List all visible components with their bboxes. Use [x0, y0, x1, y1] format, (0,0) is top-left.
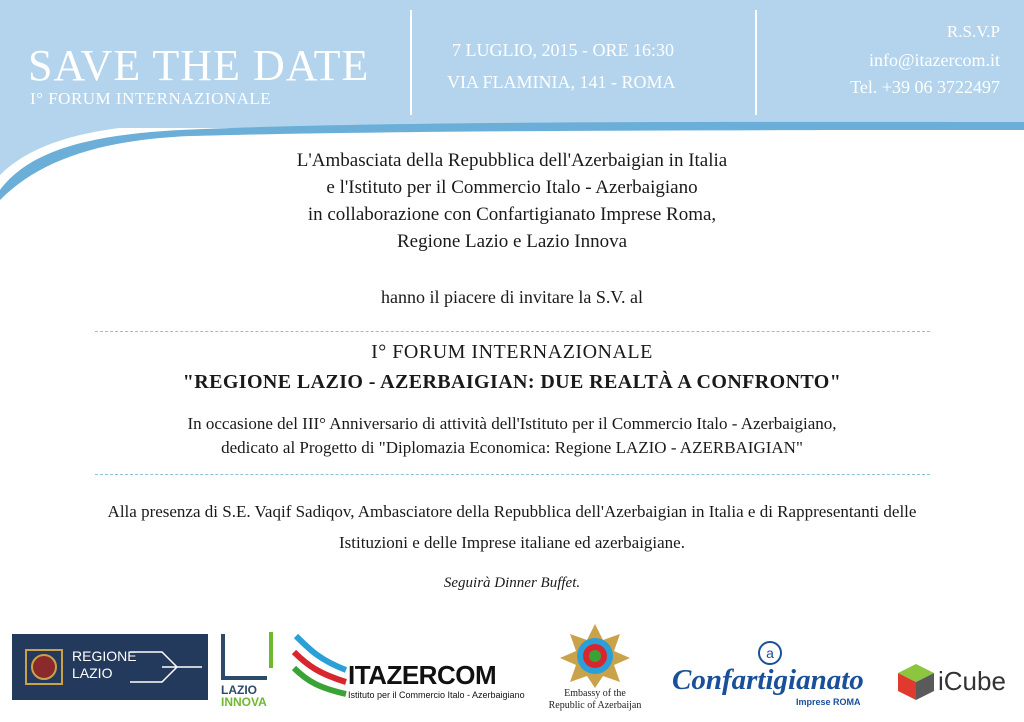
confartigianato-at-icon — [750, 640, 790, 666]
occasion-line: dedicato al Progetto di "Diplomazia Economica: Regione LAZIO - AZERBAIGIAN" — [221, 438, 803, 457]
embassy-line2: Republic of Azerbaijan — [548, 700, 642, 711]
itazercom-name: ITAZERCOM — [348, 660, 497, 690]
organizer-line: in collaborazione con Confartigianato Imprese Roma, — [307, 204, 717, 225]
embassy-text — [540, 688, 650, 712]
organizer-line: L'Ambasciata della Repubblica dell'Azerbaigian in Italia — [296, 150, 728, 171]
lazio-innova-mark-icon — [219, 628, 279, 684]
event-date-time: 7 LUGLIO, 2015 - ORE 16:30 — [452, 40, 674, 60]
event-address: VIA FLAMINIA, 141 - ROMA — [447, 72, 676, 92]
embassy-line1: Embassy of the — [564, 688, 626, 699]
regione-lazio-line1: REGIONE — [72, 648, 137, 664]
buffet-note: Seguirà Dinner Buffet. — [443, 575, 581, 591]
rsvp-phone: Tel. +39 06 3722497 — [850, 77, 1000, 97]
rsvp-email[interactable]: info@itazercom.it — [868, 50, 1000, 70]
save-the-date-title: SAVE THE DATE — [28, 41, 370, 90]
header-divider-1 — [410, 10, 412, 115]
icube-name: iCube — [938, 666, 1006, 696]
icube-cube-icon — [896, 662, 936, 702]
confartigianato-logo — [672, 640, 867, 710]
invitation-text: hanno il piacere di invitare la S.V. al — [380, 287, 644, 307]
regione-lazio-line2: LAZIO — [72, 665, 113, 681]
lazio-innova-line1: LAZIO — [221, 683, 257, 697]
forum-theme: "REGIONE LAZIO - AZERBAIGIAN: DUE REALTÀ A CONFRONTO" — [182, 371, 842, 393]
dashed-divider-top — [95, 331, 930, 332]
forum-title: I° FORUM INTERNAZIONALE — [371, 341, 653, 363]
itazercom-tagline: Istituto per il Commercio Italo - Azerbaigiano — [348, 690, 525, 700]
confartigianato-sub: Imprese ROMA — [796, 697, 861, 707]
rsvp-label: R.S.V.P — [946, 22, 1000, 41]
presence-line: Alla presenza di S.E. Vaqif Sadiqov, Ambasciatore della Repubblica dell'Azerbaigian in Italia e di Rappresentanti delle — [107, 502, 917, 521]
embassy-logo — [540, 622, 650, 718]
regione-lazio-text — [72, 648, 137, 682]
lazio-innova-logo — [219, 628, 279, 708]
save-the-date-subtitle: I° FORUM INTERNAZIONALE — [30, 89, 272, 108]
itazercom-logo — [290, 630, 530, 706]
azerbaijan-emblem-icon — [540, 622, 650, 688]
occasion-line: In occasione del III° Anniversario di attività dell'Istituto per il Commercio Italo - Azerbaigiano, — [187, 414, 837, 433]
organizer-line: Regione Lazio e Lazio Innova — [396, 231, 627, 252]
regione-lazio-logo — [12, 634, 208, 700]
lazio-innova-text — [221, 684, 267, 708]
organizer-line: e l'Istituto per il Commercio Italo - Azerbaigiano — [326, 177, 698, 198]
dashed-divider-bottom — [95, 474, 930, 475]
svg-text:a: a — [766, 645, 774, 661]
itazercom-flag-waves-icon — [290, 630, 350, 706]
icube-logo — [896, 660, 1011, 706]
presence-line: Istituzioni e delle Imprese italiane ed azerbaigiane. — [339, 533, 685, 552]
confartigianato-name: Confartigianato — [672, 664, 864, 696]
lazio-innova-line2: INNOVA — [221, 695, 267, 709]
header-divider-2 — [755, 10, 757, 115]
